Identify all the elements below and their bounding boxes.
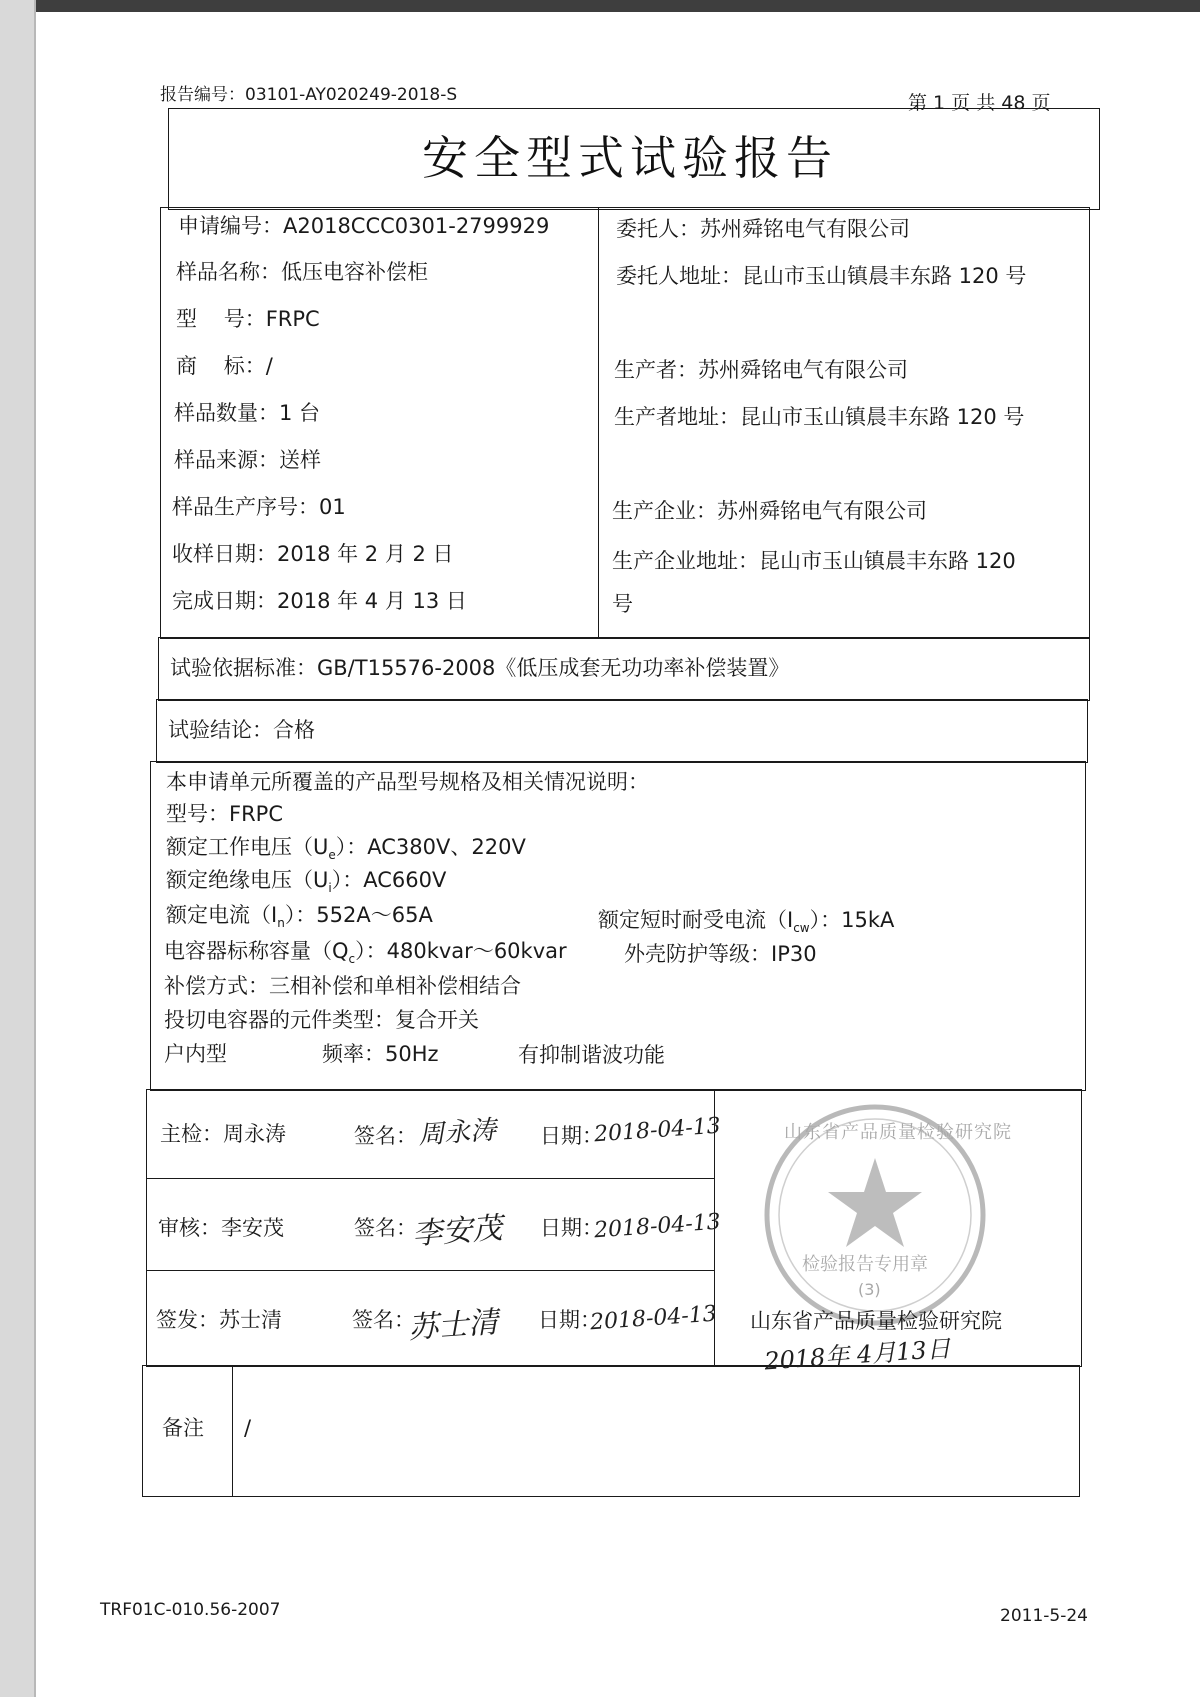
manufacturer-address-line2: 号 [612, 592, 633, 616]
producer: 生产者：苏州舜铭电气有限公司 [614, 358, 908, 382]
chief-date: 2018-04-13 [593, 1113, 722, 1148]
form-number: TRF01C-010.56-2007 [100, 1600, 281, 1620]
sample-name: 样品名称：低压电容补偿柜 [176, 260, 428, 284]
client: 委托人：苏州舜铭电气有限公司 [616, 217, 910, 241]
chief-date-label: 日期： [540, 1124, 603, 1148]
report-number: 报告编号：03101-AY020249-2018-S [160, 85, 458, 105]
sample-source: 样品来源：送样 [174, 448, 321, 472]
report-title: 安全型式试验报告 [422, 131, 838, 185]
form-version-date: 2011-5-24 [1000, 1606, 1088, 1626]
chief-sign-label: 签名： [354, 1124, 417, 1148]
spec-capacity: 电容器标称容量$(Q_c)$：480kvar～60kvar [164, 939, 567, 967]
seal-subtitle: 检验报告专用章 [802, 1254, 928, 1275]
review-sign-label: 签名： [354, 1216, 417, 1240]
scan-left-edge [34, 0, 36, 1697]
sample-quantity: 样品数量：1 台 [174, 401, 321, 425]
seal-star-icon [828, 1158, 922, 1247]
issue-date-label: 日期： [538, 1308, 601, 1332]
chief-inspector: 主检：周永涛 [160, 1122, 286, 1146]
spec-switch-type: 投切电容器的元件类型：复合开关 [164, 1008, 479, 1032]
spec-rated-current: 额定电流$(I_n)$：552A～65A [166, 903, 433, 931]
spec-model: 型号：FRPC [166, 802, 283, 826]
seal-text: 山东省产品质量检验研究院 [784, 1122, 1012, 1143]
spec-compensation: 补偿方式：三相补偿和单相补偿相结合 [164, 974, 521, 998]
spec-short-time-current: 额定短时耐受电流$(I_{cw})$：15kA [598, 908, 895, 936]
specs-intro: 本申请单元所覆盖的产品型号规格及相关情况说明： [166, 770, 649, 794]
spec-indoor: 户内型 [164, 1042, 227, 1066]
received-date: 收样日期：2018 年 2 月 2 日 [172, 542, 454, 566]
stamp-date: 2018年 4月13日 [763, 1334, 952, 1376]
issuer: 签发：苏士清 [156, 1308, 282, 1332]
spec-insulation-voltage: 额定绝缘电压$(U_i)$：AC660V [166, 868, 447, 896]
review-date: 2018-04-13 [593, 1209, 722, 1244]
sample-serial-number: 样品生产序号：01 [172, 495, 346, 519]
sample-model: 型 号：FRPC [176, 307, 320, 331]
client-address: 委托人地址：昆山市玉山镇晨丰东路 120 号 [616, 264, 1027, 288]
manufacturer: 生产企业：苏州舜铭电气有限公司 [612, 499, 927, 523]
issue-date: 2018-04-13 [589, 1301, 718, 1336]
manufacturer-address: 生产企业地址：昆山市玉山镇晨丰东路 120 [612, 549, 1016, 573]
remarks-divider [232, 1365, 233, 1497]
testing-institute: 山东省产品质量检验研究院 [750, 1309, 1002, 1333]
spec-rated-voltage: 额定工作电压$(U_e)$：AC380V、220V [166, 835, 526, 863]
test-conclusion: 试验结论：合格 [168, 718, 315, 742]
reviewer: 审核：李安茂 [158, 1216, 284, 1240]
review-signature: 李安茂 [411, 1210, 504, 1253]
review-date-label: 日期： [540, 1216, 603, 1240]
remarks-box [142, 1365, 1080, 1497]
issue-sign-label: 签名： [352, 1308, 415, 1332]
sample-brand: 商 标：/ [176, 354, 273, 378]
scan-left-margin [0, 0, 34, 1697]
page-info: 第 1 页 共 48 页 [908, 92, 1051, 114]
sig-row-line-1 [146, 1178, 714, 1179]
chief-signature: 周永涛 [417, 1115, 498, 1151]
spec-harmonic: 有抑制谐波功能 [518, 1043, 665, 1067]
remarks-label: 备注 [162, 1416, 204, 1440]
completed-date: 完成日期：2018 年 4 月 13 日 [172, 589, 467, 613]
seal-number: (3) [858, 1280, 881, 1299]
spec-frequency: 频率：50Hz [322, 1042, 439, 1066]
info-divider [598, 207, 599, 639]
producer-address: 生产者地址：昆山市玉山镇晨丰东路 120 号 [614, 405, 1025, 429]
scan-top-edge [0, 0, 1200, 12]
application-number: 申请编号：A2018CCC0301-2799929 [178, 214, 550, 238]
issue-signature: 苏士清 [407, 1304, 500, 1347]
spec-protection: 外壳防护等级：IP30 [624, 942, 817, 966]
sig-row-line-2 [146, 1270, 714, 1271]
remarks-value: / [244, 1416, 252, 1440]
test-standard: 试验依据标准：GB/T15576-2008《低压成套无功功率补偿装置》 [170, 656, 790, 680]
